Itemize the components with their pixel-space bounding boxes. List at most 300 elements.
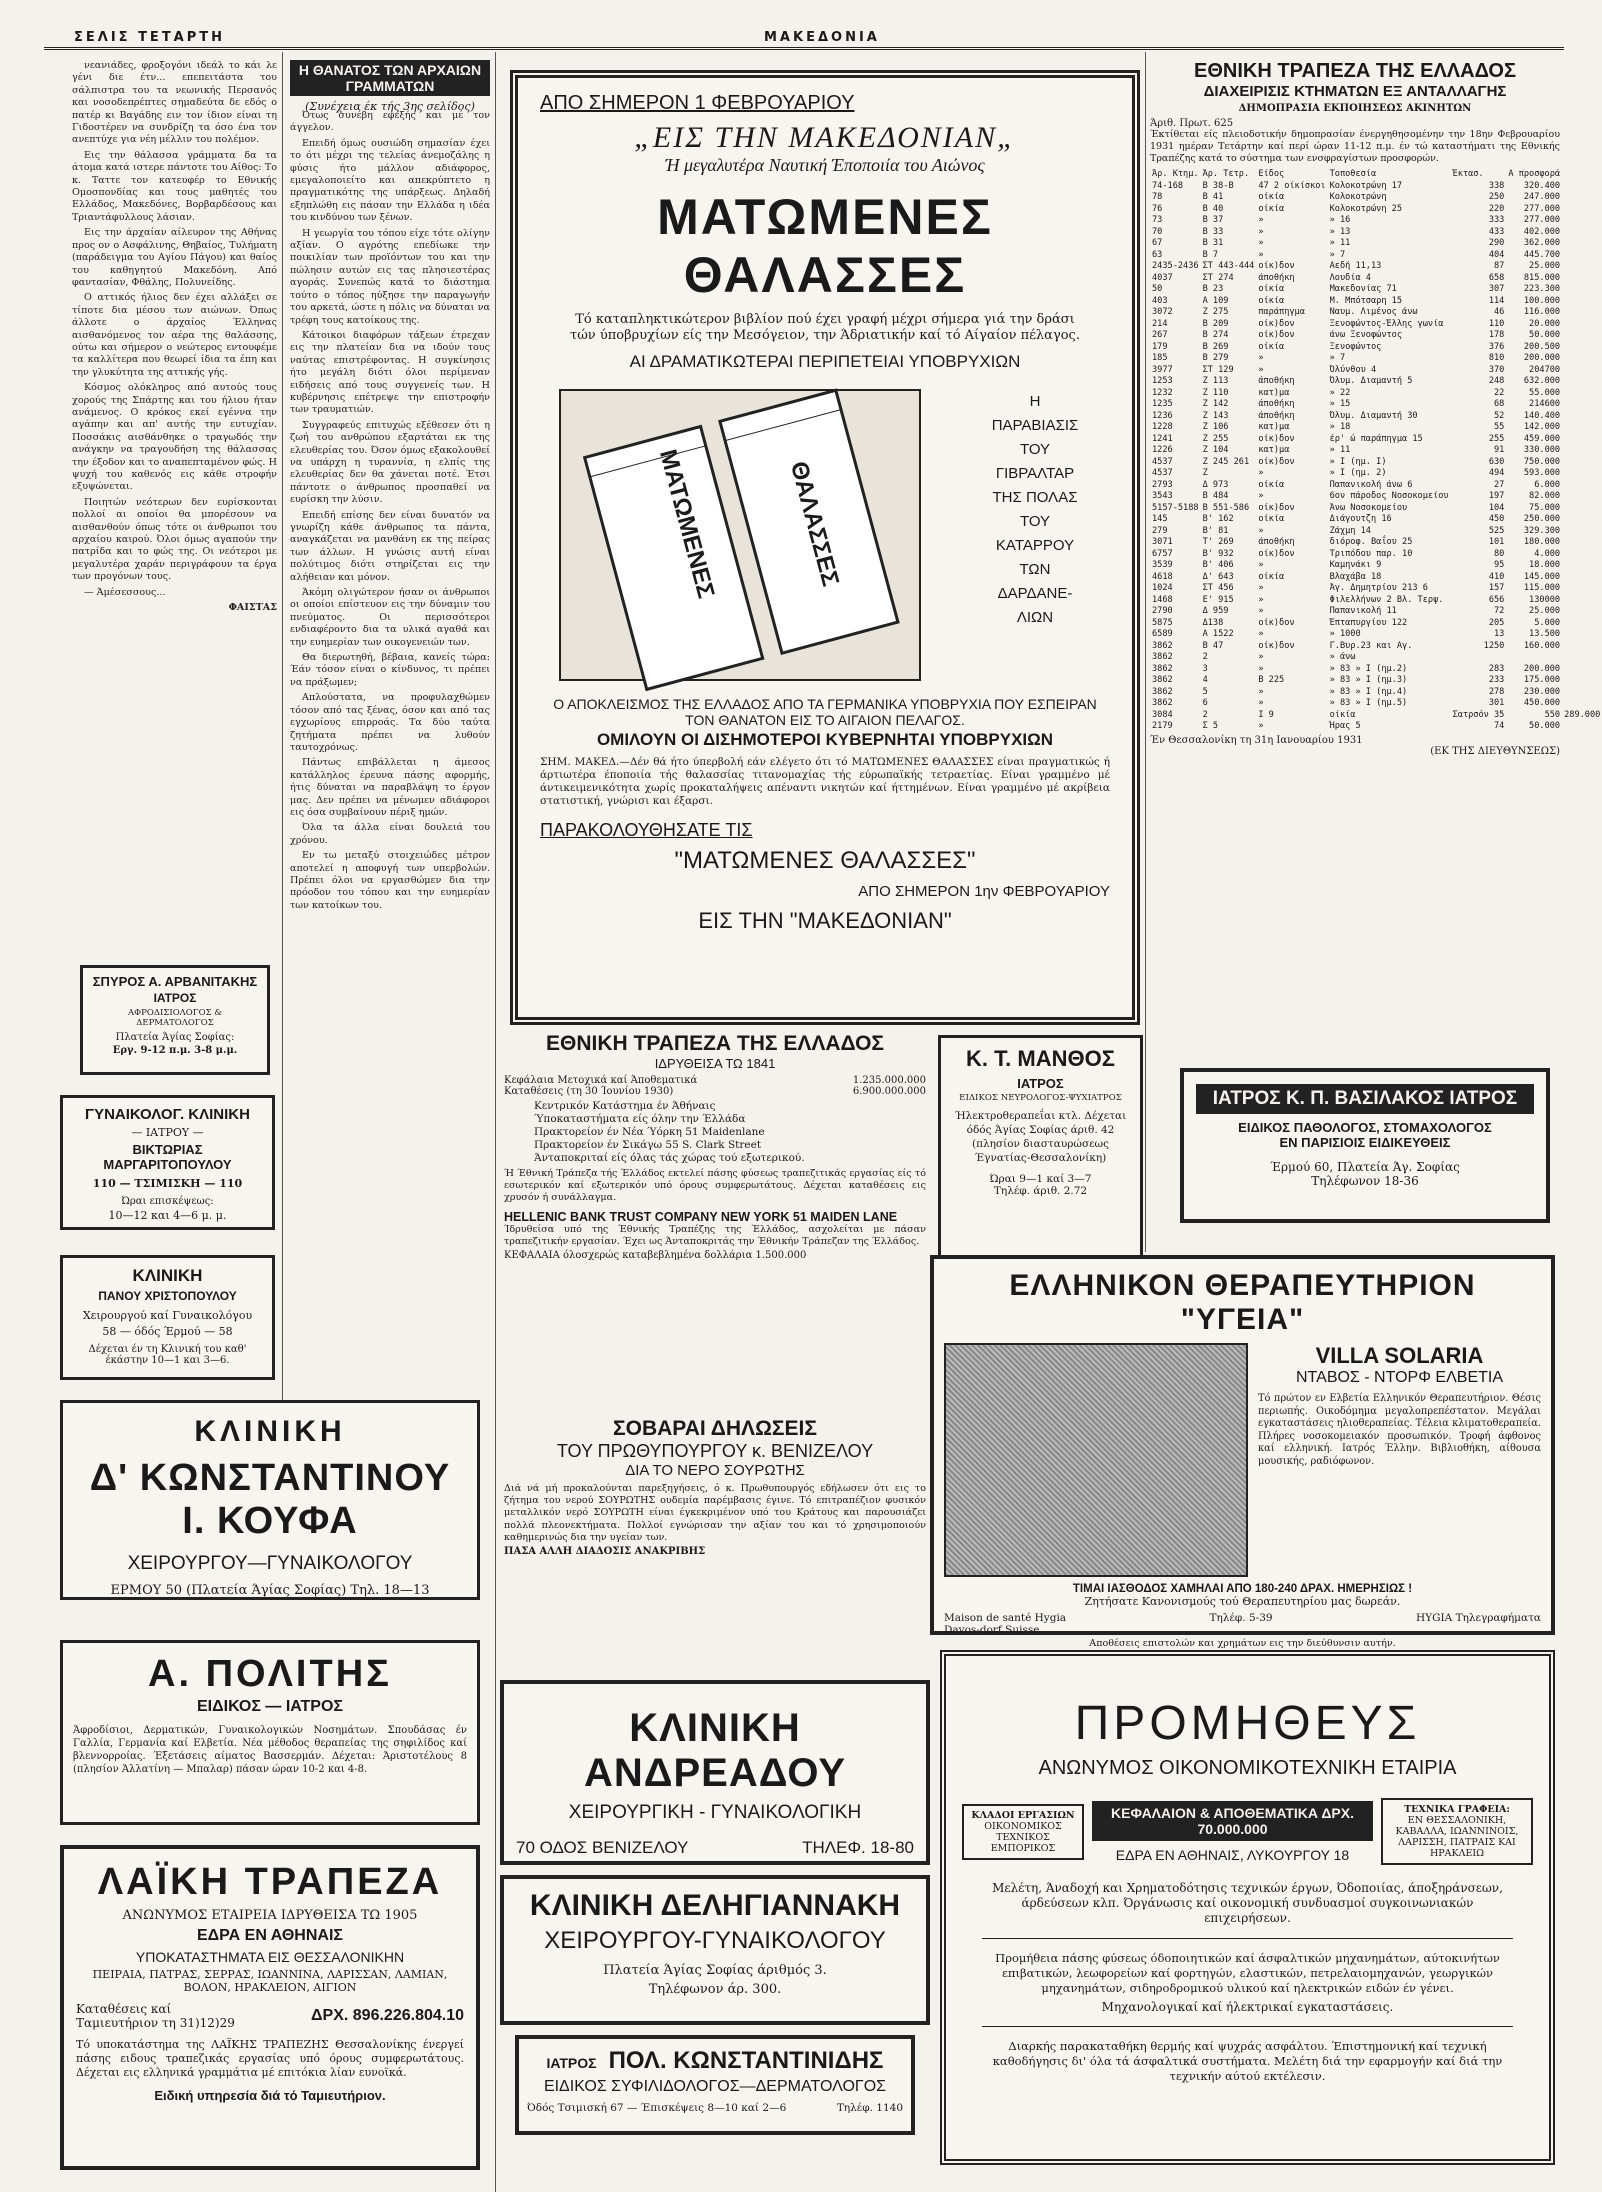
article-paragraph: Εις την θάλασσα γράμματα δα τα άτομα κατά ιστερε πάντοτε του Αίθος: Το κ. Ταττε τον κατευφέρ το Εθνικής Ομοσπονδίας και τους μαθητές του Ελλάδος, Μακεδόνες, Βορβαρδέσους και Τριαντάφυλλους λάσιαν. <box>72 149 277 223</box>
table-cell: 3862 <box>1152 652 1173 662</box>
table-cell: Κολοκοτρώνη 25 <box>1329 203 1403 214</box>
table-cell: 279 <box>1152 525 1168 536</box>
table-row <box>1150 560 1602 572</box>
table-cell: οίκ)δον <box>1258 456 1295 467</box>
table-cell: Ζάχμη 14 <box>1329 525 1371 536</box>
table-cell: Β 225 <box>1258 675 1285 685</box>
table-cell: » 16 <box>1329 215 1351 225</box>
table-cell: Ζ <box>1202 468 1208 478</box>
estates-table <box>1150 169 1602 733</box>
table-cell: 6.000 <box>1534 479 1561 490</box>
table-cell: 320.400 <box>1523 180 1561 191</box>
konst-header <box>527 2047 903 2075</box>
table-cell: » 83 » Ι (ημ.5) <box>1329 698 1408 708</box>
table-cell: 277.000 <box>1523 203 1561 214</box>
table-row <box>1150 376 1602 388</box>
table-cell: οίκία <box>1258 295 1285 306</box>
table-cell: 3543 <box>1152 491 1173 501</box>
table-cell: 55.000 <box>1529 387 1561 398</box>
table-cell: Β 551-586 <box>1202 502 1250 513</box>
table-cell: 63 <box>1152 249 1163 260</box>
side-line: Η <box>1029 393 1041 410</box>
table-cell: 3862 <box>1152 663 1173 674</box>
table-cell: 290 <box>1488 238 1505 248</box>
col-header: Τοποθεσία <box>1329 169 1377 179</box>
table-cell: 255 <box>1488 433 1505 444</box>
table-cell: 179 <box>1152 341 1168 352</box>
ad-name: ΣΠΥΡΟΣ Α. ΑΡΒΑΝΙΤΑΚΗΣ <box>92 974 258 989</box>
estates-footer: Έν Θεσσαλονίκη τη 31η Ιανουαρίου 1931 <box>1150 734 1363 746</box>
side-line: ΤΩΝ <box>1019 561 1051 578</box>
table-row <box>1150 227 1602 239</box>
table-cell: 74-168 <box>1152 180 1184 191</box>
table-cell: 4618 <box>1152 571 1173 582</box>
table-cell: 145 <box>1152 514 1168 524</box>
table-cell: 101 <box>1488 537 1505 547</box>
table-cell: 70 <box>1152 226 1163 237</box>
ad-address: Πλατεία Άγίας Σοφίας: <box>115 1032 235 1043</box>
table-cell: 76 <box>1152 203 1163 214</box>
table-cell: 3072 <box>1152 307 1173 317</box>
table-cell: 2179 <box>1152 721 1173 731</box>
table-cell: » 18 <box>1329 422 1351 432</box>
table-cell: Β 40 <box>1202 203 1224 214</box>
ad-arvanitakis <box>80 965 270 1075</box>
table-cell: Β 7 <box>1202 249 1219 260</box>
table-cell: κατ)μα <box>1258 445 1290 455</box>
table-cell: 91 <box>1493 445 1505 455</box>
article-paragraph: Επειδή επίσης δεν είναι δυνατόν να γνωρίζη κάθε άνθρωπος τα πάντα, αναγκάζεται να μανθάνη εκ της πείρας των άλλων. Η γνώσις αυτή είναι πολύτιμος διότι στηρίζεται εις την αλήθειαν και μόνον. <box>290 509 490 583</box>
table-cell: 3084 <box>1152 709 1173 720</box>
ad-hours: 10—12 και 4—6 μ. μ. <box>108 1209 227 1222</box>
table-cell: Β 41 <box>1202 192 1224 202</box>
table-cell: 247.000 <box>1523 192 1561 202</box>
table-cell: 289.000 <box>1564 709 1601 720</box>
ad-ygeia <box>930 1255 1555 1649</box>
book-cover-icon <box>540 380 940 690</box>
table-cell: Δ138 <box>1202 617 1224 628</box>
table-row <box>1150 710 1602 722</box>
table-cell: 525 <box>1488 525 1505 536</box>
ad-bank-estates <box>1150 60 1601 1070</box>
nb-hellenic-cap: ΚΕΦΑΛΑΙΑ όλοσχερώς καταβεβλημένα δολλάρια 1.500.000 <box>504 1250 807 1261</box>
ygeia-text: Τό πρώτον εν Ελβετία Ελληνικόν Θεραπευτήριον. Θέσις περιωπής. Οικοδόμημα μεγαλοπρεπέστατον. Μεγάλαι εγκαταστάσεις ηλιοθεραπείας. Τέλεια κλιματοθεραπεία. Πλήρες νοσοκομειακόν προσωπικόν. Τροφή άφθονος καί ελληνική. Ιατρός Έλλην. Βιβλιοθήκη, αίθουσα μουσικής, ραδιόφωνον. <box>1258 1393 1541 1467</box>
table-cell: 494 <box>1488 468 1505 478</box>
prometheus-offices <box>1381 1798 1533 1865</box>
table-cell: 200.000 <box>1523 353 1561 363</box>
table-cell: οίκία <box>1258 514 1285 524</box>
table-cell: » 13 <box>1329 226 1351 237</box>
prometheus-sub: ΑΝΩΝΥΜΟΣ ΟΙΚΟΝΟΜΙΚΟΤΕΧΝΙΚΗ ΕΤΑΙΡΙΑ <box>1038 1757 1457 1779</box>
table-cell: » <box>1258 468 1264 478</box>
nb-title: ΕΘΝΙΚΗ ΤΡΑΠΕΖΑ ΤΗΣ ΕΛΛΑΔΟΣ <box>545 1032 885 1055</box>
ad-spec-2: ΕΝ ΠΑΡΙΣΙΟΙΣ ΕΙΔΙΚΕΥΘΕΙΣ <box>1279 1135 1451 1150</box>
table-cell: Κολοκοτρώνη 17 <box>1329 180 1403 191</box>
table-row <box>1150 480 1602 492</box>
venizelos-end: ΠΑΣΑ ΑΛΛΗ ΔΙΑΔΟΣΙΣ ΑΝΑΚΡΙΒΗΣ <box>504 1546 706 1558</box>
article-signature: ΦΑΙΣΤΑΣ <box>228 602 277 614</box>
table-cell: 223.300 <box>1523 284 1561 294</box>
ad-spec: ΕΙΔΙΚΟΣ ΠΑΘΟΛΟΓΟΣ, ΣΤΟΜΑΧΟΛΟΓΟΣ <box>1238 1120 1492 1135</box>
table-row <box>1150 181 1602 193</box>
article-paragraph: Θα διερωτηθή, βέβαια, κανείς τώρα: Έάν τόσον είναι ο κίνδυνος, τι πρέπει να πράξωμεν; <box>290 652 490 688</box>
table-row <box>1150 330 1602 342</box>
table-row <box>1150 319 1602 331</box>
ad-koufa <box>60 1400 480 1600</box>
estates-sub2: ΔΗΜΟΠΡΑΣΙΑ ΕΚΠΟΙΗΣΕΩΣ ΑΚΙΝΗΤΩΝ <box>1238 103 1472 114</box>
table-cell: 632.000 <box>1523 376 1561 386</box>
novel-to: ΕΙΣ ΤΗΝ "ΜΑΚΕΔΟΝΙΑΝ" <box>698 908 952 933</box>
table-cell: Παπανικολή άνω 6 <box>1329 479 1413 490</box>
ygeia-telegram: HYGIA Τηλεγραφήματα <box>1416 1612 1541 1624</box>
ad-subtitle: — ΙΑΤΡΟΥ — <box>131 1126 204 1139</box>
table-cell: Β 31 <box>1202 238 1224 248</box>
ad-seat: ΕΔΡΑ ΕΝ ΑΘΗΝΑΙΣ <box>196 1927 343 1944</box>
table-cell: 3977 <box>1152 364 1173 375</box>
table-cell: Σ 5 <box>1202 721 1219 731</box>
ad-text: Ήλεκτροθεραπεΐαι κτλ. Δέχεται όδός Άγίας Σοφίας άριθ. 42 (πλησίον διασταυρώσεως Έγνατίας-Θεσσαλονίκη) <box>954 1110 1127 1164</box>
table-cell: 810 <box>1488 353 1505 363</box>
table-cell: 329.300 <box>1523 525 1561 536</box>
table-cell: 200.500 <box>1523 341 1561 352</box>
column-rule <box>495 52 496 2192</box>
venizelos-title-3: ΔΙΑ ΤΟ ΝΕΡΟ ΣΟΥΡΩΤΗΣ <box>625 1462 805 1479</box>
table-cell: έρ' ώ παράπηγμα 15 <box>1329 433 1423 444</box>
nb-hellenic: HELLENIC BANK TRUST COMPANY NEW YORK 51 MAIDEN LANE <box>504 1210 898 1224</box>
table-cell: Διάγουτζη 16 <box>1329 514 1392 524</box>
konst-name: ΠΟΛ. ΚΩΝΣΤΑΝΤΙΝΙΔΗΣ <box>608 2047 884 2074</box>
nb-line: Ύποκαταστήματα είς όλην την Έλλάδα <box>534 1113 746 1125</box>
ad-address: 110 — ΤΣΙΜΙΣΚΗ — 110 <box>92 1177 243 1190</box>
ad-prometheus <box>940 1650 1555 2165</box>
table-cell: Α 109 <box>1202 295 1229 306</box>
table-cell: Β 274 <box>1202 330 1229 340</box>
novel-side-text <box>960 390 1110 630</box>
estates-ref: Άριθ. Πρωτ. 625 <box>1150 118 1234 129</box>
column-rule <box>1145 52 1146 1252</box>
table-cell: άποθήκη <box>1258 272 1295 283</box>
article-paragraph: Όλα τα άλλα είναι δουλειά του χρόνου. <box>290 822 490 846</box>
table-cell: ΣΤ 129 <box>1202 364 1234 375</box>
table-cell: 370 <box>1488 364 1505 375</box>
side-line: ΤΟΥ <box>1019 441 1051 458</box>
table-cell: 78 <box>1152 192 1163 202</box>
table-cell: 72 <box>1493 606 1505 616</box>
ad-hours: Εργ. 9-12 π.μ. 3-8 μ.μ. <box>112 1045 238 1056</box>
book-right-title: ΘΑΛΑΣΣΕΣ <box>784 458 845 590</box>
table-cell: Καμηνάκι 9 <box>1329 560 1382 570</box>
table-cell: Ζ 110 <box>1202 387 1229 398</box>
table-cell: 450.000 <box>1523 698 1561 708</box>
table-cell: Γ.Βυρ.23 και Αγ. <box>1329 640 1413 651</box>
table-cell: 68 <box>1493 399 1505 409</box>
ad-name: Δ' ΚΩΝΣΤΑΝΤΙΝΟΥ Ι. ΚΟΥΦΑ <box>89 1457 451 1542</box>
table-cell: 142.000 <box>1523 422 1561 432</box>
table-cell: οίκία <box>1258 571 1285 582</box>
table-cell: 1235 <box>1152 399 1173 409</box>
table-row <box>1150 606 1602 618</box>
prometheus-info-row <box>962 1798 1533 1865</box>
table-cell: 1241 <box>1152 433 1173 444</box>
ygeia-villa: VILLA SOLARIA <box>1315 1343 1484 1368</box>
table-row <box>1150 399 1602 411</box>
table-cell: 27 <box>1493 479 1505 490</box>
novel-follow: ΠΑΡΑΚΟΛΟΥΘΗΣΑΤΕ ΤΙΣ <box>540 820 753 840</box>
table-cell: Β 269 <box>1202 341 1229 352</box>
ad-spec: Χειρουργού καί Γυναικολόγου <box>82 1309 253 1322</box>
prometheus-branches <box>962 1804 1084 1860</box>
table-cell: » 7 <box>1329 249 1346 260</box>
table-cell: » <box>1258 583 1264 593</box>
ygeia-price: ΤΙΜΑΙ ΙΑΣΘΟΔΟΣ ΧΑΜΗΛΑΙ ΑΠΟ 180-240 ΔΡΑΧ. ΗΜΕΡΗΣΙΩΣ ! <box>1072 1583 1413 1595</box>
table-row <box>1150 537 1602 549</box>
table-cell: Όλύνθου 4 <box>1329 364 1377 375</box>
table-cell: 18.000 <box>1529 560 1561 570</box>
table-cell: 4037 <box>1152 272 1173 283</box>
table-row <box>1150 572 1602 584</box>
table-cell: 214 <box>1152 318 1168 329</box>
ad-name: ΛΑΪΚΗ ΤΡΑΠΕΖΑ <box>97 1861 443 1903</box>
table-cell: 283 <box>1488 663 1505 674</box>
table-row <box>1150 675 1602 687</box>
table-cell: » <box>1258 249 1264 260</box>
table-cell: 5 <box>1202 686 1208 697</box>
table-row <box>1150 618 1602 630</box>
table-cell: οίκία <box>1258 284 1285 294</box>
table-cell: 267 <box>1152 330 1168 340</box>
ad-address: 58 — όδός Έρμού — 58 <box>102 1325 233 1338</box>
col-header: Έκτασ. <box>1452 169 1484 179</box>
table-cell: 6ον πάροδος Νοσοκομείου <box>1329 491 1449 501</box>
table-cell: 3862 <box>1152 640 1173 651</box>
konst-role: ΙΑΤΡΟΣ <box>546 2055 597 2071</box>
book-left-title: ΜΑΤΩΜΕΝΕΣ <box>653 446 720 602</box>
table-cell: Β 38-Β <box>1202 180 1234 191</box>
table-row <box>1150 307 1602 319</box>
table-cell: 5875 <box>1152 617 1173 628</box>
table-row <box>1150 342 1602 354</box>
table-cell: 1226 <box>1152 445 1173 455</box>
table-cell: Άνω Νοσοκομείου <box>1329 502 1408 513</box>
masthead-left: ΣΕΛΙΣ ΤΕΤΑΡΤΗ <box>74 30 226 45</box>
table-cell: ΣΤ 443-444 <box>1202 261 1255 271</box>
nb-deposits-value: 6.900.000.000 <box>852 1086 926 1097</box>
table-cell: 433 <box>1488 226 1505 237</box>
konst-tel: Τηλέφ. 1140 <box>836 2102 903 2114</box>
ad-title: ΓΥΝΑΙΚΟΛΟΓ. ΚΛΙΝΙΚΗ <box>85 1106 250 1123</box>
ad-politis <box>60 1640 480 1825</box>
table-cell: 25.000 <box>1529 606 1561 616</box>
deligiannaki-address: Πλατεία Άγίας Σοφίας άριθμός 3. <box>603 1963 827 1978</box>
table-cell: Ήρας 5 <box>1329 721 1361 731</box>
table-cell: 5.000 <box>1534 617 1561 628</box>
novel-date: ΑΠΟ ΣΗΜΕΡΟΝ 1 ΦΕΒΡΟΥΑΡΙΟΥ <box>540 92 855 114</box>
table-row <box>1150 250 1602 262</box>
table-cell: 22 <box>1493 387 1505 398</box>
table-cell: Τριπόδου παρ. 10 <box>1329 548 1413 559</box>
table-cell: 157 <box>1488 583 1505 593</box>
article-paragraph: Ότως συνέβη εφεξής και μέ τον άγγελον. <box>290 110 490 134</box>
table-cell: Ι 9 <box>1258 709 1274 720</box>
ygeia-contact <box>944 1612 1541 1624</box>
ad-spec: ΕΙΔΙΚΟΣ ΝΕΥΡΟΛΟΓΟΣ-ΨΥΧΙΑΤΡΟΣ <box>959 1093 1122 1103</box>
table-cell: » <box>1258 364 1264 375</box>
table-cell: 205 <box>1488 617 1505 628</box>
ad-address: Έρμού 60, Πλατεία Άγ. Σοφίας <box>1270 1160 1460 1174</box>
table-cell: » <box>1258 594 1264 605</box>
ad-address: ΕΡΜΟΥ 50 (Πλατεία Άγίας Σοφίας) Τηλ. 18—13 <box>110 1583 430 1598</box>
table-cell: Β 484 <box>1202 491 1229 501</box>
table-cell: » Ι (ημ. Ι) <box>1329 456 1387 467</box>
table-cell: 1228 <box>1152 422 1173 432</box>
ad-role: ΙΑΤΡΟΣ <box>153 991 197 1005</box>
table-cell: Β 209 <box>1202 318 1229 329</box>
col-header: Άρ. Τετρ. <box>1202 169 1250 179</box>
table-cell <box>1506 652 1562 664</box>
table-cell: Ζ 275 <box>1202 307 1229 317</box>
table-cell: Β' 162 <box>1202 514 1234 524</box>
article-paragraph: Απλούστατα, να προφυλαχθώμεν τόσον από τας ξένας, όσον και από τας εγχωρίους επιρροάς. Τα δύο ταύτα ζητήματα πρέπει να λυθούν ταυτοχρόνως. <box>290 692 490 753</box>
nb-deposits-label: Καταθέσεις (τη 30 Ίουνίου 1930) <box>504 1086 674 1097</box>
table-cell: ΣΤ 274 <box>1202 272 1234 283</box>
divider <box>982 1938 1513 1939</box>
table-row <box>1150 238 1602 250</box>
ad-deposits <box>76 2002 464 2030</box>
article-paragraph: Η γεωργία του τόπου είχε τότε ολίγην αξίαν. Ο αγρότης επεδίωκε την ποικιλίαν των προϊόντων του και την πώλησιν αυτών εις τας πλησιεστέρας αγοράς. Συνεπώς κατά το διάστημα τούτο ο τόπος ηύξησε την παραγωγήν του αρκετά, ώστε η πόλις να δύναται να τρέφη τους κατοίκους της. <box>290 227 490 326</box>
ad-hours: Ώραι 9—1 καί 3—7 <box>989 1173 1092 1185</box>
nb-line: Πρακτορείον έν Σικάγω 55 S. Clark Street <box>534 1139 762 1151</box>
table-row <box>1150 664 1602 676</box>
novel-from: ΑΠΟ ΣΗΜΕΡΟΝ 1ην ΦΕΒΡΟΥΑΡΙΟΥ <box>858 883 1110 900</box>
table-cell: » <box>1258 491 1264 501</box>
estates-intro: Έκτίθεται είς πλειοδοτικήν δημοπρασίαν ένεργηθησομένην την 18ην Φεβρουαρίου 1931 ημέραν Τετάρτην καί περί ώραν 11-12 π.μ. έν τώ καταστήματι της Εθνικής Τραπέζης κατά το σύστημα των ενσφραγίστων προσφορών. <box>1150 129 1560 164</box>
table-cell: 750.000 <box>1523 456 1561 467</box>
table-row <box>1150 457 1602 469</box>
andreadou-contact <box>516 1838 914 1858</box>
ygeia-info <box>1248 1343 1541 1577</box>
table-cell: άποθήκη <box>1258 410 1295 421</box>
ad-hours-label: Ώραι επισκέψεως: <box>121 1196 214 1207</box>
nb-deposits <box>504 1086 926 1097</box>
table-cell: 6757 <box>1152 548 1173 559</box>
table-cell: 25.000 <box>1529 261 1561 271</box>
table-row <box>1150 468 1602 480</box>
ad-venizelos <box>500 1415 930 1655</box>
table-row <box>1150 491 1602 503</box>
table-row <box>1150 434 1602 446</box>
table-cell: Λουδία 4 <box>1329 272 1371 283</box>
table-cell: » 83 » Ι (ημ.3) <box>1329 675 1408 685</box>
table-row <box>1150 411 1602 423</box>
table-cell: Τ' 269 <box>1202 537 1234 547</box>
table-cell: 1250 <box>1483 640 1505 651</box>
table-cell: 145.000 <box>1523 571 1561 582</box>
table-cell: 6 <box>1202 698 1208 708</box>
table-row <box>1150 629 1602 641</box>
table-cell: οίκία <box>1258 203 1285 214</box>
ad-role: ΙΑΤΡΟΣ <box>1017 1076 1064 1091</box>
article-column-2 <box>290 110 490 1380</box>
table-cell: 4537 <box>1152 456 1173 467</box>
table-cell: οίκ)δον <box>1258 640 1295 651</box>
table-cell: 67 <box>1152 238 1163 248</box>
ygeia-request: Ζητήσατε Κανονισμούς τού Θεραπευτηρίου μας δωρεάν. <box>1084 1595 1401 1608</box>
prometheus-text-3: Μηχανολογικαί καί ήλεκτρικαί εγκαταστάσεις. <box>1101 2000 1394 2014</box>
table-cell: 50.000 <box>1529 721 1561 731</box>
table-cell: » 7 <box>1329 353 1346 363</box>
divider <box>982 2026 1513 2027</box>
ad-national-bank <box>500 1030 930 1410</box>
offices-list: ΕΝ ΘΕΣΣΑΛΟΝΙΚΗ, ΚΑΒΑΛΛΑ, ΙΩΑΝΝΙΝΟΙΣ, ΛΑΡΙΣΣΗ, ΠΑΤΡΑΙΣ ΚΑΙ ΗΡΑΚΛΕΙΩ <box>1395 1815 1519 1859</box>
table-cell: 130000 <box>1529 594 1561 605</box>
table-cell: κατ)μα <box>1258 422 1290 432</box>
table-cell: 250 <box>1488 192 1505 202</box>
table-cell: 402.000 <box>1523 226 1561 237</box>
table-cell: 1232 <box>1152 387 1173 398</box>
table-cell: 47 2 οίκίσκοι <box>1258 180 1326 191</box>
nb-capital-label: Κεφάλαια Μετοχικά καί Άποθεματικά <box>504 1075 698 1086</box>
table-cell: 278 <box>1488 686 1505 697</box>
table-cell: » 83 » Ι (ημ.4) <box>1329 686 1408 697</box>
table-cell: » <box>1258 721 1264 731</box>
novel-bottom-2: ΟΜΙΛΟΥΝ ΟΙ ΔΙΣΗΜΟΤΕΡΟΙ ΚΥΒΕΡΝΗΤΑΙ ΥΠΟΒΡΥΧΙΩΝ <box>596 730 1054 749</box>
side-line: ΠΑΡΑΒΙΑΣΙΣ <box>991 417 1079 434</box>
side-line: ΓΙΒΡΑΛΤΑΡ <box>995 465 1075 482</box>
ad-hours: Δέχεται έν τη Κλινική του καθ' έκάστην 10—1 και 3—6. <box>88 1344 247 1366</box>
ygeia-addr-1: Maison de santé Hygia <box>944 1612 1067 1624</box>
table-cell: Β 47 <box>1202 640 1224 651</box>
table-cell: 20.000 <box>1529 318 1561 329</box>
ad-name: Α. ΠΟΛΙΤΗΣ <box>148 1653 392 1695</box>
branches-label: ΚΛΑΔΟΙ ΕΡΓΑΣΙΩΝ <box>971 1809 1075 1821</box>
ygeia-tel: Τηλέφ. 5-39 <box>1209 1612 1273 1624</box>
table-cell: 214600 <box>1529 399 1561 409</box>
table-cell: 104 <box>1488 502 1505 513</box>
konst-address: Όδός Τσιμισκή 67 — Έπισκέψεις 8—10 καί 2—6 <box>527 2102 787 2114</box>
deligiannaki-tel: Τηλέφωνον άρ. 300. <box>648 1982 782 1997</box>
table-cell: 5157-5188 <box>1152 502 1199 513</box>
table-cell: Β' 406 <box>1202 560 1234 570</box>
table-cell: 4537 <box>1152 468 1173 478</box>
ad-name: ΙΑΤΡΟΣ Κ. Π. ΒΑΣΙΛΑΚΟΣ ΙΑΤΡΟΣ <box>1196 1084 1534 1114</box>
novel-bottom-1: Ο ΑΠΟΚΛΕΙΣΜΟΣ ΤΗΣ ΕΛΛΑΔΟΣ ΑΠΟ ΤΑ ΓΕΡΜΑΝΙΚΑ ΥΠΟΒΡΥΧΙΑ ΠΟΥ ΕΣΠΕΙΡΑΝ ΤΟΝ ΘΑΝΑΤΟΝ ΕΙΣ ΤΟ ΑΙΓΑΙΟΝ ΠΕΛΑΓΟΣ. <box>553 696 1097 728</box>
deligiannaki-title: ΚΛΙΝΙΚΗ ΔΕΛΗΓΙΑΝΝΑΚΗ <box>529 1889 901 1922</box>
table-cell: 50 <box>1152 284 1163 294</box>
ad-tel: Τηλέφωνον 18-36 <box>1311 1174 1419 1188</box>
table-cell: οίκία <box>1258 341 1285 352</box>
table-cell: Β 37 <box>1202 215 1224 225</box>
table-cell: οίκ)δον <box>1258 330 1295 340</box>
table-cell: 3 <box>1202 663 1208 674</box>
table-cell: 2790 <box>1152 606 1173 616</box>
article-paragraph: Εν τω μεταξύ στοιχειώδες μέτρον αποτελεί η αποφυγή των υπερβολών. Πρέπει όλοι να εργασθώμεν δια την πρόοδον του τόπου και την ευημερίαν των κατοίκων του. <box>290 850 490 911</box>
col-header: Α προσφορά <box>1508 169 1561 179</box>
nb-line: Πρακτορείον έν Νέα Ύόρκη 51 Maidenlane <box>534 1126 765 1138</box>
table-cell: » 15 <box>1329 399 1351 409</box>
table-row <box>1150 261 1602 273</box>
villa-photo-icon <box>944 1343 1248 1577</box>
table-cell: άποθήκη <box>1258 376 1295 386</box>
table-row <box>1150 445 1602 457</box>
konst-spec: ΕΙΔΙΚΟΣ ΣΥΦΙΛΙΔΟΛΟΓΟΣ—ΔΕΡΜΑΤΟΛΟΓΟΣ <box>543 2078 887 2095</box>
ad-christopoulou <box>60 1255 275 1380</box>
table-cell: 73 <box>1152 215 1163 225</box>
table-cell: 307 <box>1488 284 1505 294</box>
table-cell: » Ι (ημ. 2) <box>1329 468 1387 478</box>
table-cell: » <box>1258 663 1264 674</box>
table-cell: οίκ)δον <box>1258 318 1295 329</box>
andreadou-title: ΚΛΙΝΙΚΗ ΑΝΔΡΕΑΔΟΥ <box>583 1706 847 1795</box>
